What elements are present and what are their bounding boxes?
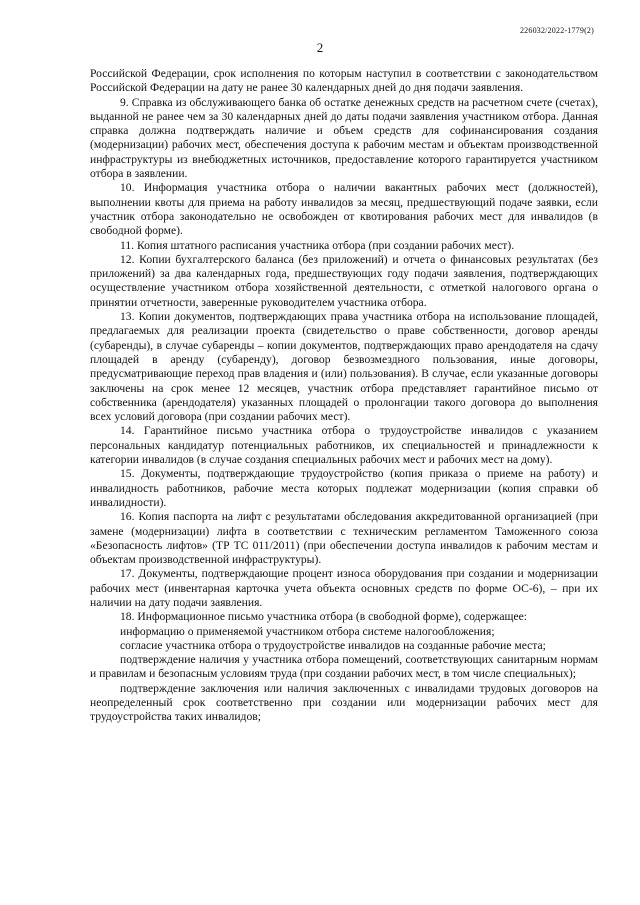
paragraph-item-16: 16. Копия паспорта на лифт с результатами обследования аккредитованной организацией (при замене (модернизации) лифта в соответствии с техническим регламентом Таможенного союза «Безопасность лифтов» (ТР ТС 011/2011) (при обеспечении доступа инвалидов к рабочим местам и объектам производственной инфраструктуры). [90, 510, 598, 567]
page-number: 2 [316, 40, 324, 55]
paragraph-item-13: 13. Копии документов, подтверждающих права участника отбора на использование площадей, предлагаемых для реализации проекта (свидетельство о праве собственности, договор аренды (субаренды), в случае субаренды – копии документов, подтверждающих право арендодателя на сдачу площадей в аренду (субаренду), договор безвозмездного пользования, иные договоры, предусматривающие переход прав владения и (или) пользования). В случае, если указанные договоры заключены на срок менее 12 месяцев, участник отбора представляет гарантийное письмо от собственника (арендодателя) указанных площадей о пролонгации такого договора до выполнения всех условий договора (при создании рабочих мест). [90, 310, 598, 424]
paragraph-item-18: 18. Информационное письмо участника отбора (в свободной форме), содержащее: [120, 610, 527, 624]
list-item: информацию о применяемой участником отбора системе налогообложения; [120, 624, 495, 638]
paragraph-continuation: Российской Федерации, срок исполнения по которым наступил в соответствии с законодательством Российской Федерации на дату не ранее 30 календарных дней до дня подачи заявления. [90, 67, 598, 95]
paragraph-item-15: 15. Документы, подтверждающие трудоустройство (копия приказа о приеме на работу) и инвалидность работников, рабочие места которых подлежат модернизации (копия справки об инвалидности). [90, 467, 598, 509]
paragraph-item-11: 11. Копия штатного расписания участника отбора (при создании рабочих мест). [120, 238, 515, 252]
paragraph-item-17: 17. Документы, подтверждающие процент износа оборудования при создании и модернизации рабочих мест (инвентарная карточка учета объекта основных средств по форме ОС-6), – при их наличии на дату подачи заявления. [90, 567, 598, 609]
list-item: подтверждение наличия у участника отбора помещений, соответствующих санитарным нормам и правилам и безопасным условиям труда (при создании рабочих мест, в том числе специальных); [90, 653, 598, 681]
paragraph-item-10: 10. Информация участника отбора о наличии вакантных рабочих мест (должностей), выполнении квоты для приема на работу инвалидов за месяц, предшествующий подаче заявки, если участник отбора законодательно не освобожден от квотирования рабочих мест для инвалидов (в свободной форме). [90, 181, 598, 238]
document-body [90, 67, 598, 725]
paragraph-item-12: 12. Копии бухгалтерского баланса (без приложений) и отчета о финансовых результатах (без приложений) за два календарных года, предшествующих году подачи заявления, подтверждающих осуществление участником отбора хозяйственной деятельности, с отметкой налогового органа о принятии отчетности, заверенные руководителем участника отбора. [90, 252, 598, 309]
paragraph-item-14: 14. Гарантийное письмо участника отбора о трудоустройстве инвалидов с указанием персональных кандидатур потенциальных работников, их специальностей и принадлежности к категории инвалидов (в случае создания специальных рабочих мест и рабочих мест на дому). [90, 424, 598, 467]
list-item: подтверждение заключения или наличия заключенных с инвалидами трудовых договоров на неопределенный срок соответственно при создании или модернизации рабочих мест для трудоустройства таких инвалидов; [90, 681, 598, 724]
document-id: 226032/2022-1779(2) [519, 26, 594, 35]
list-item: согласие участника отбора о трудоустройстве инвалидов на созданные рабочие места; [120, 638, 546, 652]
paragraph-item-9: 9. Справка из обслуживающего банка об остатке денежных средств на расчетном счете (счетах), выданной не ранее чем за 30 календарных дней до даты подачи заявления участником отбора. Данная справка должна подтверждать наличие и объем средств для софинансирования создания (модернизации) рабочих мест, обеспечения доступа к рабочим местам и объектам производственной инфраструктуры из внебюджетных источников, предоставление которого гарантируется участником отбора в заявлении. [90, 95, 598, 181]
